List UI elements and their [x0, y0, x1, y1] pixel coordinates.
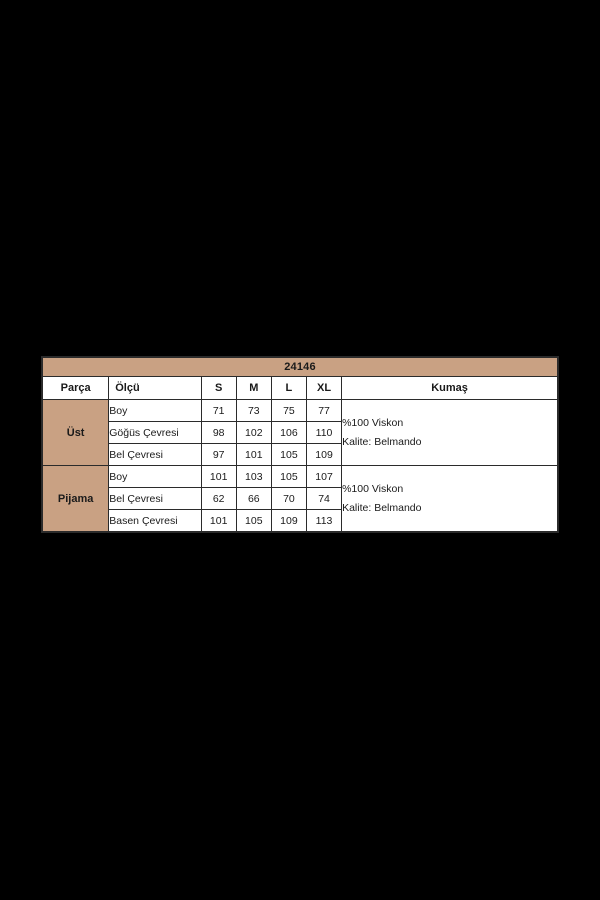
fabric-quality: Kalite: Belmando	[342, 435, 422, 448]
header-size-s: S	[201, 377, 236, 400]
measure-value: 113	[306, 510, 341, 532]
measure-label: Bel Çevresi	[109, 444, 201, 466]
fabric-composition: %100 Viskon	[342, 417, 404, 430]
measure-label: Boy	[109, 466, 201, 488]
measure-label: Göğüs Çevresi	[109, 422, 201, 444]
measure-value: 101	[201, 466, 236, 488]
measure-label: Boy	[109, 400, 201, 422]
measure-value: 106	[271, 422, 306, 444]
measure-value: 109	[306, 444, 341, 466]
measure-value: 107	[306, 466, 341, 488]
header-size-l: L	[271, 377, 306, 400]
size-table	[42, 357, 558, 532]
fabric-quality: Kalite: Belmando	[342, 501, 422, 514]
fabric-info-pijama	[342, 466, 558, 532]
measure-value: 105	[236, 510, 271, 532]
table-row-header	[43, 377, 558, 400]
header-parca: Parça	[43, 377, 109, 400]
measure-value: 71	[201, 400, 236, 422]
measure-value: 101	[201, 510, 236, 532]
measure-value: 66	[236, 488, 271, 510]
measure-label: Basen Çevresi	[109, 510, 201, 532]
group-label-ust: Üst	[43, 400, 109, 466]
header-size-m: M	[236, 377, 271, 400]
header-olcu: Ölçü	[109, 377, 201, 400]
measure-value: 74	[306, 488, 341, 510]
measure-value: 110	[306, 422, 341, 444]
measure-value: 101	[236, 444, 271, 466]
measure-label: Bel Çevresi	[109, 488, 201, 510]
measure-value: 62	[201, 488, 236, 510]
measure-value: 109	[271, 510, 306, 532]
group-label-pijama: Pijama	[43, 466, 109, 532]
measure-value: 105	[271, 444, 306, 466]
table-row	[43, 400, 558, 422]
product-code: 24146	[43, 358, 558, 377]
header-kumas: Kumaş	[342, 377, 558, 400]
measure-value: 75	[271, 400, 306, 422]
table-row	[43, 466, 558, 488]
header-size-xl: XL	[306, 377, 341, 400]
measure-value: 97	[201, 444, 236, 466]
measure-value: 73	[236, 400, 271, 422]
measure-value: 103	[236, 466, 271, 488]
measure-value: 102	[236, 422, 271, 444]
fabric-info-ust	[342, 400, 558, 466]
measure-value: 98	[201, 422, 236, 444]
size-chart	[41, 356, 559, 533]
table-row-title	[43, 358, 558, 377]
fabric-composition: %100 Viskon	[342, 483, 404, 496]
measure-value: 105	[271, 466, 306, 488]
measure-value: 70	[271, 488, 306, 510]
measure-value: 77	[306, 400, 341, 422]
